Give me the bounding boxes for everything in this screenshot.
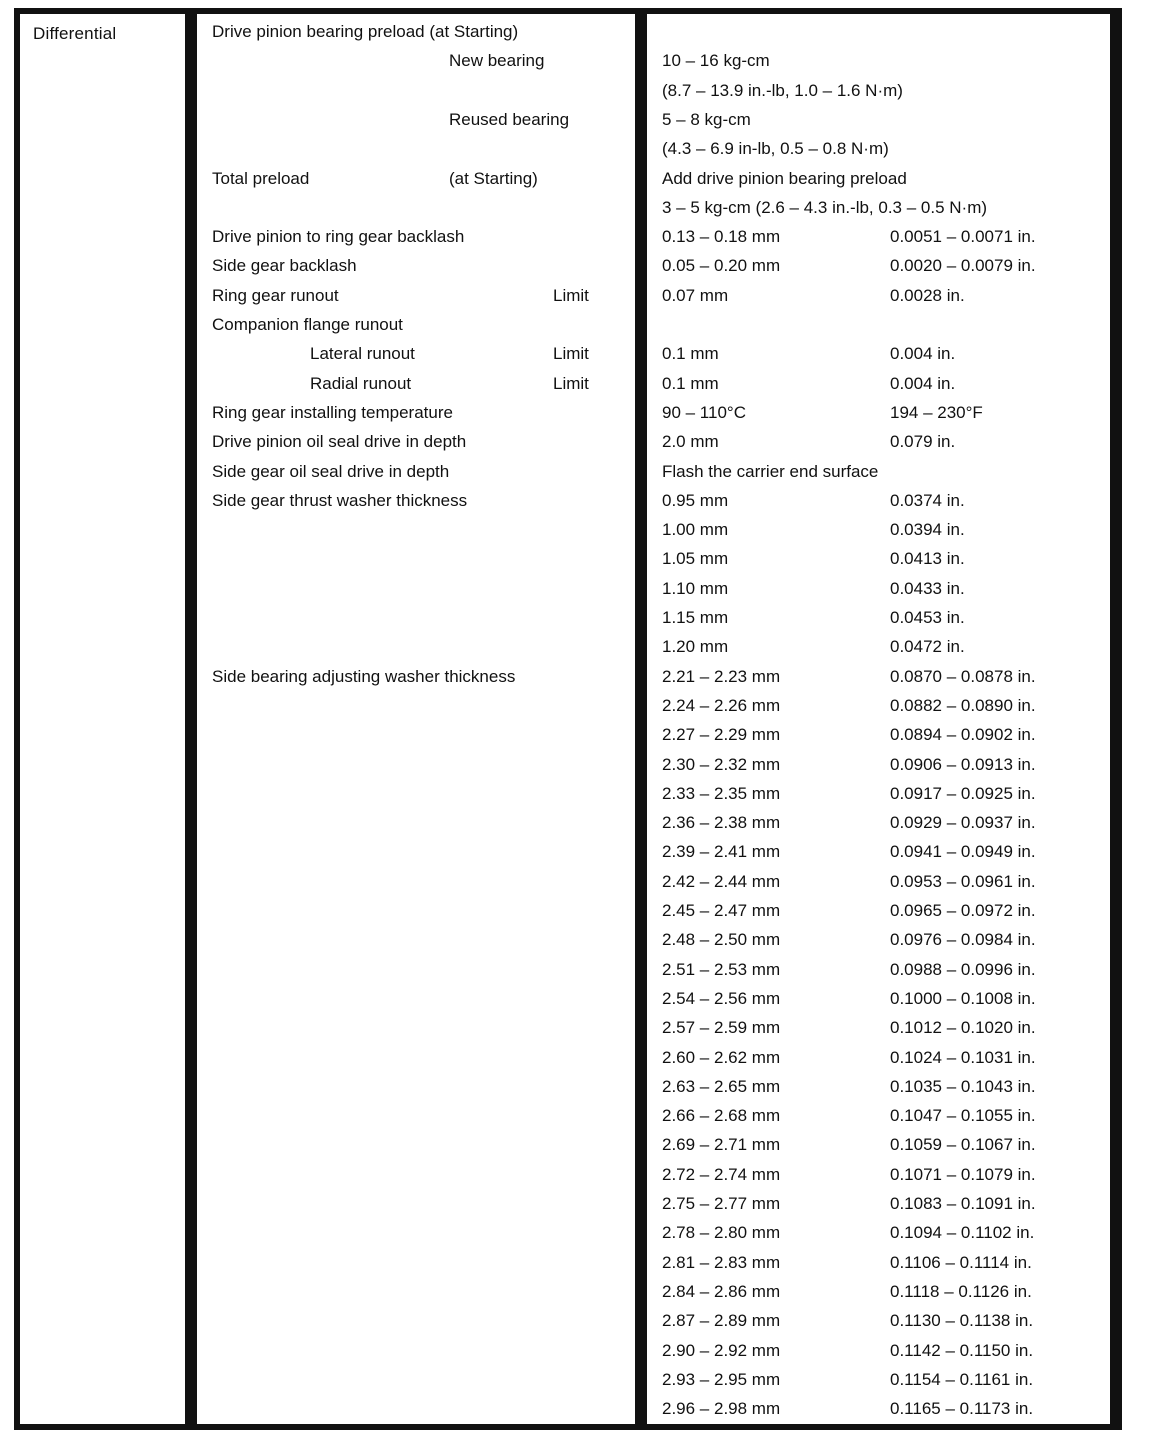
spec-label: Drive pinion to ring gear backlash	[212, 227, 465, 247]
spec-row	[0, 608, 1152, 637]
spec-value-metric: 0.1 mm	[662, 344, 719, 364]
spec-value-imperial: 0.0020 – 0.0079 in.	[890, 256, 1036, 276]
spec-value-metric: 2.39 – 2.41 mm	[662, 842, 781, 862]
spec-value-imperial: 0.004 in.	[890, 373, 956, 393]
spec-value-imperial: 0.0870 – 0.0878 in.	[890, 666, 1036, 686]
spec-value-imperial: 0.1106 – 0.1114 in.	[890, 1252, 1032, 1272]
spec-row	[0, 930, 1152, 959]
spec-label: Side gear oil seal drive in depth	[212, 461, 450, 481]
spec-value-imperial: 0.0929 – 0.0937 in.	[890, 813, 1036, 833]
spec-value-metric: Add drive pinion bearing preload	[662, 168, 907, 188]
spec-row	[0, 901, 1152, 930]
spec-condition: Limit	[553, 373, 589, 393]
spec-row	[0, 315, 1152, 344]
spec-row	[0, 696, 1152, 725]
spec-row	[0, 989, 1152, 1018]
spec-row	[0, 22, 1152, 51]
category-label: Differential	[33, 24, 117, 43]
spec-row	[0, 344, 1152, 373]
spec-row	[0, 755, 1152, 784]
spec-row	[0, 139, 1152, 168]
spec-value-imperial: 0.0413 in.	[890, 549, 965, 569]
spec-sublabel-indented: Radial runout	[310, 373, 412, 393]
spec-value-imperial: 0.0028 in.	[890, 285, 965, 305]
spec-sublabel: (at Starting)	[449, 168, 538, 188]
spec-value-imperial: 0.1012 – 0.1020 in.	[890, 1018, 1036, 1038]
spec-value-metric: 0.07 mm	[662, 285, 729, 305]
spec-value-metric: 2.24 – 2.26 mm	[662, 695, 781, 715]
spec-sublabel: New bearing	[449, 51, 545, 71]
spec-value-imperial: 0.0472 in.	[890, 637, 965, 657]
spec-value-metric: 2.36 – 2.38 mm	[662, 813, 781, 833]
spec-value-metric: 10 – 16 kg-cm	[662, 51, 770, 71]
spec-value-metric: 0.95 mm	[662, 490, 729, 510]
spec-row	[0, 1165, 1152, 1194]
spec-value-imperial: 0.0988 – 0.0996 in.	[890, 959, 1036, 979]
spec-value-metric: (4.3 – 6.9 in-lb, 0.5 – 0.8 N·m)	[662, 139, 889, 159]
spec-value-metric: 2.54 – 2.56 mm	[662, 988, 781, 1008]
spec-value-metric: 90 – 110°C	[662, 402, 746, 422]
spec-value-imperial: 0.004 in.	[890, 344, 956, 364]
spec-row	[0, 169, 1152, 198]
spec-value-metric: 1.15 mm	[662, 608, 729, 627]
spec-condition: Limit	[553, 285, 589, 305]
spec-value-metric: 1.20 mm	[662, 637, 729, 657]
spec-row	[0, 872, 1152, 901]
spec-value-imperial: 0.0433 in.	[890, 578, 965, 598]
spec-row	[0, 1223, 1152, 1252]
spec-label: Ring gear runout	[212, 285, 339, 305]
spec-value-metric: 2.93 – 2.95 mm	[662, 1369, 781, 1389]
spec-value-metric: 2.57 – 2.59 mm	[662, 1018, 781, 1038]
spec-value-imperial: 0.1047 – 0.1055 in.	[890, 1106, 1036, 1126]
spec-value-metric: Flash the carrier end surface	[662, 461, 879, 481]
spec-value-metric: 2.84 – 2.86 mm	[662, 1281, 781, 1301]
spec-value-metric: 3 – 5 kg-cm (2.6 – 4.3 in.-lb, 0.3 – 0.5 N·m)	[662, 197, 988, 217]
spec-value-imperial: 0.0882 – 0.0890 in.	[890, 695, 1036, 715]
spec-row	[0, 1018, 1152, 1047]
spec-row	[0, 1253, 1152, 1282]
spec-value-metric: 2.30 – 2.32 mm	[662, 754, 781, 774]
spec-row	[0, 549, 1152, 578]
spec-row	[0, 256, 1152, 285]
spec-value-metric: 2.0 mm	[662, 432, 719, 452]
spec-value-imperial: 0.0394 in.	[890, 520, 965, 540]
spec-value-imperial: 0.1154 – 0.1161 in.	[890, 1369, 1034, 1389]
spec-row	[0, 51, 1152, 80]
spec-value-imperial: 0.0374 in.	[890, 490, 965, 510]
spec-value-imperial: 0.0917 – 0.0925 in.	[890, 783, 1036, 803]
spec-value-imperial: 0.1165 – 0.1173 in.	[890, 1399, 1034, 1419]
spec-sublabel-indented: Lateral runout	[310, 344, 415, 364]
spec-row	[0, 462, 1152, 491]
spec-value-metric: 2.72 – 2.74 mm	[662, 1164, 781, 1184]
spec-row	[0, 198, 1152, 227]
spec-value-imperial: 194 – 230°F	[890, 402, 983, 422]
spec-value-metric: 1.10 mm	[662, 578, 729, 598]
spec-row	[0, 520, 1152, 549]
spec-value-metric: 0.05 – 0.20 mm	[662, 256, 781, 276]
spec-value-imperial: 0.0453 in.	[890, 608, 965, 627]
spec-label: Drive pinion bearing preload (at Starting)	[212, 22, 519, 41]
spec-row	[0, 725, 1152, 754]
spec-value-imperial: 0.0051 – 0.0071 in.	[890, 227, 1036, 247]
spec-value-imperial: 0.1142 – 0.1150 in.	[890, 1340, 1034, 1360]
spec-value-imperial: 0.1000 – 0.1008 in.	[890, 988, 1036, 1008]
spec-row	[0, 842, 1152, 871]
spec-row	[0, 227, 1152, 256]
spec-value-imperial: 0.1024 – 0.1031 in.	[890, 1047, 1036, 1067]
spec-value-metric: 0.13 – 0.18 mm	[662, 227, 781, 247]
spec-value-imperial: 0.0965 – 0.0972 in.	[890, 901, 1036, 920]
spec-value-metric: 2.66 – 2.68 mm	[662, 1106, 781, 1126]
spec-value-metric: 2.90 – 2.92 mm	[662, 1340, 781, 1360]
spec-row	[0, 1399, 1152, 1428]
spec-value-metric: 2.48 – 2.50 mm	[662, 930, 781, 950]
spec-value-metric: (8.7 – 13.9 in.-lb, 1.0 – 1.6 N·m)	[662, 80, 903, 100]
spec-value-metric: 0.1 mm	[662, 373, 719, 393]
spec-value-imperial: 0.0953 – 0.0961 in.	[890, 871, 1036, 891]
spec-row	[0, 1370, 1152, 1399]
spec-value-metric: 2.78 – 2.80 mm	[662, 1223, 781, 1243]
spec-value-imperial: 0.0941 – 0.0949 in.	[890, 842, 1036, 862]
spec-label: Side gear thrust washer thickness	[212, 490, 468, 510]
spec-value-imperial: 0.1071 – 0.1079 in.	[890, 1164, 1036, 1184]
spec-sublabel: Reused bearing	[449, 109, 570, 129]
spec-row	[0, 286, 1152, 315]
spec-row	[0, 403, 1152, 432]
spec-value-metric: 2.63 – 2.65 mm	[662, 1076, 781, 1096]
spec-row	[0, 1282, 1152, 1311]
spec-value-metric: 2.42 – 2.44 mm	[662, 871, 781, 891]
spec-value-metric: 2.81 – 2.83 mm	[662, 1252, 781, 1272]
spec-value-metric: 2.75 – 2.77 mm	[662, 1194, 781, 1213]
spec-value-metric: 1.05 mm	[662, 549, 729, 569]
spec-row	[0, 1106, 1152, 1135]
spec-value-imperial: 0.0906 – 0.0913 in.	[890, 754, 1036, 774]
spec-value-metric: 2.21 – 2.23 mm	[662, 666, 781, 686]
spec-value-metric: 2.69 – 2.71 mm	[662, 1135, 781, 1155]
spec-row	[0, 579, 1152, 608]
spec-label: Side bearing adjusting washer thickness	[212, 666, 516, 686]
spec-row	[0, 813, 1152, 842]
spec-value-metric: 2.96 – 2.98 mm	[662, 1399, 781, 1419]
spec-value-metric: 2.33 – 2.35 mm	[662, 783, 781, 803]
spec-row	[0, 1341, 1152, 1370]
spec-row	[0, 667, 1152, 696]
spec-row	[0, 432, 1152, 461]
spec-value-metric: 2.27 – 2.29 mm	[662, 725, 781, 745]
spec-row	[0, 374, 1152, 403]
spec-row	[0, 1194, 1152, 1223]
spec-value-imperial: 0.079 in.	[890, 432, 956, 452]
spec-value-imperial: 0.0976 – 0.0984 in.	[890, 930, 1036, 950]
spec-row	[0, 1048, 1152, 1077]
spec-value-imperial: 0.1094 – 0.1102 in.	[890, 1223, 1035, 1243]
spec-label: Side gear backlash	[212, 256, 357, 276]
spec-row	[0, 1135, 1152, 1164]
spec-value-imperial: 0.1059 – 0.1067 in.	[890, 1135, 1036, 1155]
spec-row	[0, 960, 1152, 989]
spec-value-imperial: 0.1083 – 0.1091 in.	[890, 1194, 1036, 1213]
spec-label: Drive pinion oil seal drive in depth	[212, 432, 467, 452]
spec-row	[0, 81, 1152, 110]
spec-value-metric: 2.45 – 2.47 mm	[662, 901, 781, 920]
spec-row	[0, 491, 1152, 520]
spec-value-metric: 1.00 mm	[662, 520, 729, 540]
spec-value-imperial: 0.0894 – 0.0902 in.	[890, 725, 1036, 745]
spec-value-imperial: 0.1118 – 0.1126 in.	[890, 1281, 1032, 1301]
spec-value-metric: 5 – 8 kg-cm	[662, 109, 751, 129]
spec-value-imperial: 0.1130 – 0.1138 in.	[890, 1311, 1034, 1331]
spec-label: Total preload	[212, 168, 310, 188]
spec-condition: Limit	[553, 344, 589, 364]
spec-row	[0, 1077, 1152, 1106]
spec-label: Ring gear installing temperature	[212, 402, 453, 422]
spec-label: Companion flange runout	[212, 315, 403, 334]
spec-value-metric: 2.87 – 2.89 mm	[662, 1311, 781, 1331]
spec-row	[0, 637, 1152, 666]
spec-row	[0, 110, 1152, 139]
spec-row	[0, 1311, 1152, 1340]
spec-value-metric: 2.60 – 2.62 mm	[662, 1047, 781, 1067]
spec-value-metric: 2.51 – 2.53 mm	[662, 959, 781, 979]
spec-row	[0, 784, 1152, 813]
spec-value-imperial: 0.1035 – 0.1043 in.	[890, 1076, 1036, 1096]
